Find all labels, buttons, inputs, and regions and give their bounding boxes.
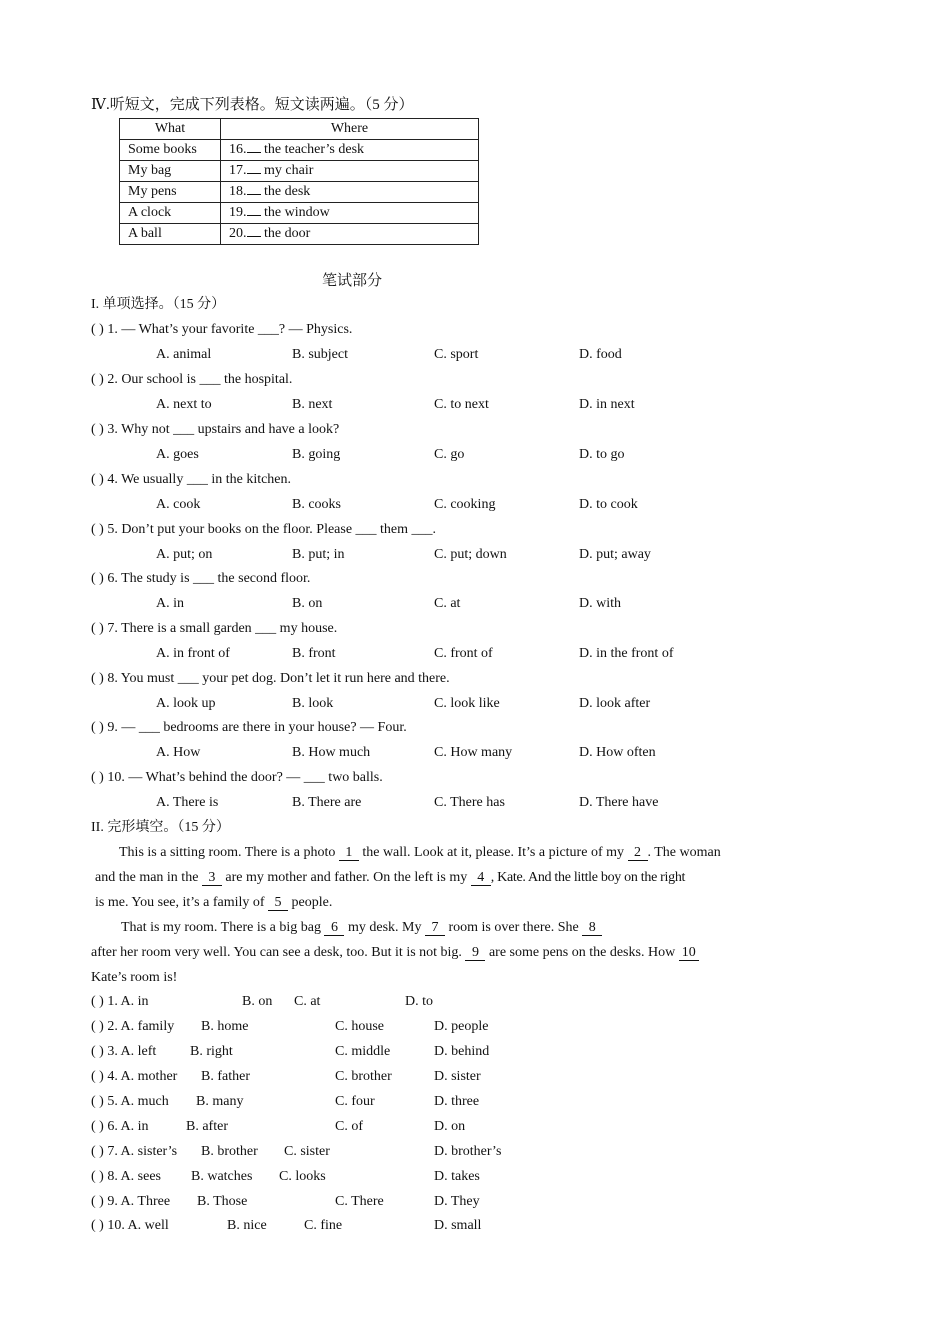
option-d: D. They <box>434 1194 480 1209</box>
table-cell-what: A clock <box>120 203 221 224</box>
question-stem: ( ) 8. You must ___ your pet dog. Don’t let it run here and there. <box>91 671 450 686</box>
option-d: D. There have <box>579 795 659 810</box>
option-c: C. cooking <box>434 497 496 512</box>
section2-heading: II. 完形填空。（15 分） <box>91 820 230 835</box>
option-c: C. to next <box>434 397 489 412</box>
passage-text: room is over there. She <box>444 920 583 935</box>
passage-text: people. <box>288 895 333 910</box>
option-a: A. How <box>156 745 201 760</box>
option-d: D. food <box>579 347 622 362</box>
question-stem: ( ) 2. Our school is ___ the hospital. <box>91 372 293 387</box>
option-b: B. subject <box>292 347 348 362</box>
option-c: C. How many <box>434 745 513 760</box>
question-stem: ( ) 7. There is a small garden ___ my house. <box>91 621 338 636</box>
question-stem: ( ) 1. A. in <box>91 994 149 1009</box>
table-cell-what: My bag <box>120 161 221 182</box>
question-stem: ( ) 7. A. sister’s <box>91 1144 178 1159</box>
passage-text: This is a sitting room. There is a photo <box>119 845 339 860</box>
where-text: the window <box>260 205 330 220</box>
option-c: C. four <box>335 1094 375 1109</box>
option-c: C. go <box>434 447 465 462</box>
where-text: my chair <box>260 163 314 178</box>
option-b: B. after <box>186 1119 228 1134</box>
passage-blank: 2 <box>628 845 648 861</box>
option-c: C. fine <box>304 1218 343 1233</box>
option-c: C. at <box>434 596 461 611</box>
passage-line <box>121 919 602 937</box>
option-c: C. brother <box>335 1069 392 1084</box>
question-stem: ( ) 4. A. mother <box>91 1069 178 1084</box>
table-cell-where <box>221 182 479 203</box>
item-number: 18. <box>229 184 247 199</box>
question-stem: ( ) 9. A. Three <box>91 1194 171 1209</box>
where-text: the desk <box>260 184 311 199</box>
item-number: 16. <box>229 142 247 157</box>
option-b: B. father <box>201 1069 250 1084</box>
passage-text: after her room very well. You can see a desk, too. But it is not big. <box>91 945 466 960</box>
option-c: C. look like <box>434 696 500 711</box>
option-b: B. look <box>292 696 334 711</box>
question-stem: ( ) 3. A. left <box>91 1044 157 1059</box>
option-d: D. to go <box>579 447 625 462</box>
answer-blank[interactable] <box>247 173 261 174</box>
question-stem: ( ) 10. — What’s behind the door? — ___ two balls. <box>91 770 383 785</box>
answer-blank[interactable] <box>247 236 261 237</box>
passage-text: are my mother and father. On the left is my <box>221 870 471 885</box>
item-number: 19. <box>229 205 247 220</box>
option-b: B. on <box>242 994 273 1009</box>
table-cell-what: My pens <box>120 182 221 203</box>
table-row <box>120 224 479 245</box>
passage-blank: 7 <box>425 920 445 936</box>
passage-blank: 8 <box>582 920 602 936</box>
option-d: D. put; away <box>579 547 651 562</box>
option-c: C. at <box>294 994 321 1009</box>
question-stem: ( ) 2. A. family <box>91 1019 175 1034</box>
option-d: D. sister <box>434 1069 481 1084</box>
passage-text: . The woman <box>647 845 721 860</box>
option-a: A. put; on <box>156 547 213 562</box>
table-cell-where <box>221 140 479 161</box>
option-b: B. going <box>292 447 341 462</box>
option-a: A. There is <box>156 795 219 810</box>
table-header-where: Where <box>221 119 479 140</box>
option-b: B. on <box>292 596 323 611</box>
option-c: C. house <box>335 1019 384 1034</box>
option-b: B. home <box>201 1019 249 1034</box>
passage-text: are some pens on the desks. How <box>485 945 679 960</box>
option-b: B. There are <box>292 795 362 810</box>
option-a: A. goes <box>156 447 199 462</box>
option-d: D. to cook <box>579 497 638 512</box>
option-d: D. on <box>434 1119 466 1134</box>
option-a: A. in front of <box>156 646 230 661</box>
table-cell-what: Some books <box>120 140 221 161</box>
where-text: the teacher’s desk <box>260 142 365 157</box>
option-b: B. brother <box>201 1144 258 1159</box>
passage-text: my desk. My <box>344 920 425 935</box>
option-b: B. right <box>190 1044 233 1059</box>
passage-blank: 4 <box>471 870 491 886</box>
table-header-what: What <box>120 119 221 140</box>
passage-line: Kate’s room is! <box>91 970 178 985</box>
option-d: D. three <box>434 1094 480 1109</box>
item-number: 17. <box>229 163 247 178</box>
question-stem: ( ) 8. A. sees <box>91 1169 161 1184</box>
passage-text: and the man in the <box>95 870 202 885</box>
option-a: A. in <box>156 596 184 611</box>
table-cell-where <box>221 161 479 182</box>
option-a: A. next to <box>156 397 212 412</box>
option-b: B. Those <box>197 1194 248 1209</box>
passage-line <box>95 894 332 912</box>
option-c: C. sister <box>284 1144 330 1159</box>
table-cell-what: A ball <box>120 224 221 245</box>
passage-blank: 10 <box>679 945 699 961</box>
option-d: D. to <box>405 994 433 1009</box>
option-c: C. There <box>335 1194 384 1209</box>
question-stem: ( ) 3. Why not ___ upstairs and have a look? <box>91 422 340 437</box>
section1-heading: I. 单项选择。（15 分） <box>91 297 226 312</box>
option-b: B. put; in <box>292 547 345 562</box>
option-a: A. animal <box>156 347 212 362</box>
written-section-title: 笔试部分 <box>322 273 383 289</box>
listening-table <box>119 118 479 245</box>
option-a: A. cook <box>156 497 201 512</box>
option-b: B. nice <box>227 1218 267 1233</box>
question-stem: ( ) 6. A. in <box>91 1119 149 1134</box>
passage-blank: 5 <box>268 895 288 911</box>
option-d: D. brother’s <box>434 1144 502 1159</box>
option-c: C. front of <box>434 646 493 661</box>
where-text: the door <box>260 226 311 241</box>
table-cell-where <box>221 203 479 224</box>
option-c: C. sport <box>434 347 479 362</box>
question-stem: ( ) 6. The study is ___ the second floor. <box>91 571 311 586</box>
option-d: D. behind <box>434 1044 490 1059</box>
question-stem: ( ) 10. A. well <box>91 1218 169 1233</box>
option-b: B. cooks <box>292 497 341 512</box>
table-row <box>120 203 479 224</box>
option-d: D. in next <box>579 397 635 412</box>
question-stem: ( ) 5. Don’t put your books on the floor. Please ___ them ___. <box>91 522 437 537</box>
option-c: C. looks <box>279 1169 326 1184</box>
option-d: D. look after <box>579 696 651 711</box>
answer-blank[interactable] <box>247 152 261 153</box>
option-c: C. middle <box>335 1044 391 1059</box>
option-b: B. How much <box>292 745 371 760</box>
passage-text: , Kate. And the little boy on the right <box>490 870 686 885</box>
passage-line <box>119 844 721 862</box>
option-d: D. in the front of <box>579 646 674 661</box>
option-b: B. front <box>292 646 336 661</box>
item-number: 20. <box>229 226 247 241</box>
option-c: C. put; down <box>434 547 507 562</box>
passage-text: That is my room. There is a big bag <box>121 920 325 935</box>
option-c: C. There has <box>434 795 505 810</box>
question-stem: ( ) 9. — ___ bedrooms are there in your house? — Four. <box>91 720 407 735</box>
option-a: A. look up <box>156 696 216 711</box>
option-b: B. many <box>196 1094 244 1109</box>
table-header-row <box>120 119 479 140</box>
passage-text: is me. You see, it’s a family of <box>95 895 269 910</box>
table-cell-where <box>221 224 479 245</box>
option-d: D. with <box>579 596 621 611</box>
passage-text: the wall. Look at it, please. It’s a picture of my <box>358 845 628 860</box>
passage-blank: 1 <box>339 845 359 861</box>
answer-blank[interactable] <box>247 215 261 216</box>
passage-blank: 9 <box>465 945 485 961</box>
option-d: D. takes <box>434 1169 480 1184</box>
passage-line <box>91 944 699 962</box>
table-row <box>120 140 479 161</box>
question-stem: ( ) 1. — What’s your favorite ___? — Physics. <box>91 322 353 337</box>
table-row <box>120 161 479 182</box>
question-stem: ( ) 5. A. much <box>91 1094 169 1109</box>
listening-heading: Ⅳ.听短文，完成下列表格。短文读两遍。（5 分） <box>91 97 414 113</box>
option-d: D. How often <box>579 745 656 760</box>
option-d: D. people <box>434 1019 489 1034</box>
option-c: C. of <box>335 1119 363 1134</box>
option-b: B. next <box>292 397 333 412</box>
table-row <box>120 182 479 203</box>
passage-blank: 6 <box>324 920 344 936</box>
passage-blank: 3 <box>202 870 222 886</box>
question-stem: ( ) 4. We usually ___ in the kitchen. <box>91 472 292 487</box>
answer-blank[interactable] <box>247 194 261 195</box>
option-d: D. small <box>434 1218 482 1233</box>
passage-line <box>95 869 685 887</box>
option-b: B. watches <box>191 1169 253 1184</box>
